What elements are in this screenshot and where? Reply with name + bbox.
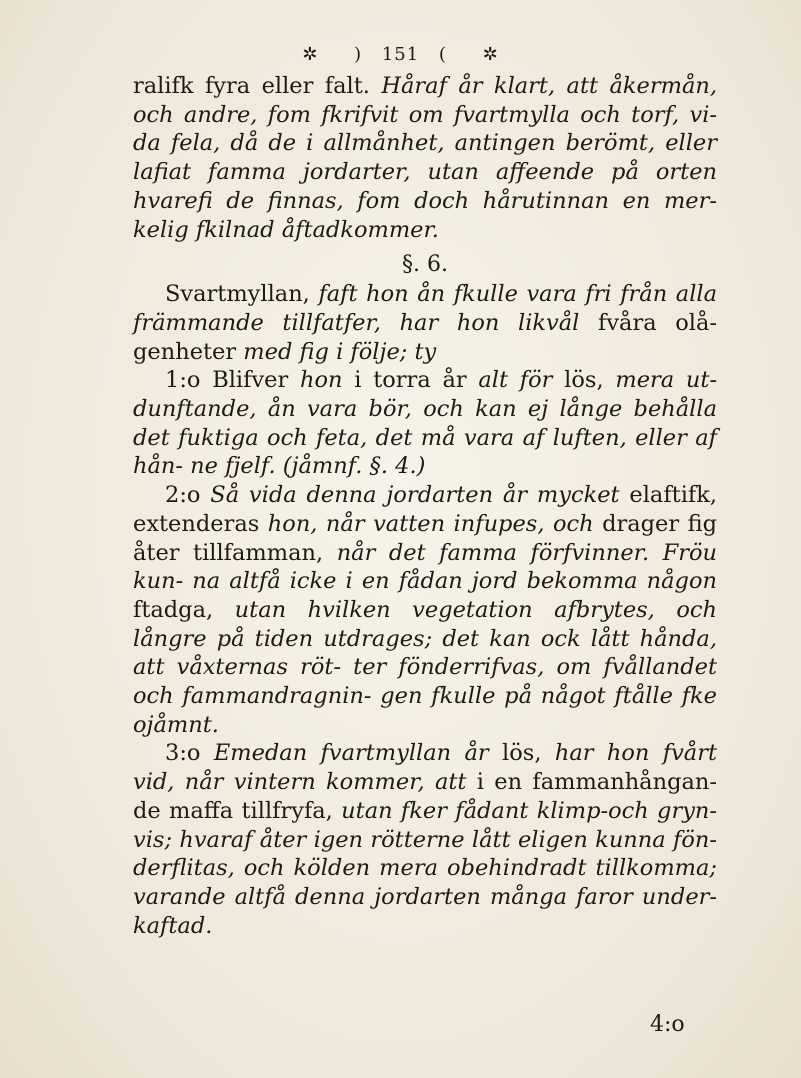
item1-part3: i torra år xyxy=(354,367,467,394)
page-number: 151 xyxy=(381,44,420,65)
item1-part2: hon xyxy=(300,367,343,394)
list-item-2 xyxy=(133,481,717,739)
item2-part1: Så vida denna jordarten år mycket xyxy=(210,482,620,509)
item3-part2: lös, xyxy=(502,740,542,767)
item3-part1: Emedan fvartmyllan år xyxy=(213,740,489,767)
paragraph1-part1: ralifk fyra eller falt. xyxy=(133,73,370,99)
ornament-right-icon: ✲ xyxy=(482,44,499,65)
paragraph-svartmyllan xyxy=(133,280,717,366)
paragraph-continuation xyxy=(133,72,717,244)
item2-part5: når det famma förfvinner. Fröu kun- na altfå icke i en fådan jord bekomma någon xyxy=(133,539,718,595)
item3-number: 3:o xyxy=(165,740,201,767)
item3-part3: har hon fvårt vid, når vintern kommer, att xyxy=(133,740,717,796)
item2-part6: ftadga, xyxy=(133,596,214,623)
item2-part2: elaftifk, extenderas xyxy=(133,482,718,537)
item1-part1: Blifver xyxy=(212,367,289,394)
item1-part5: lös, xyxy=(564,367,604,394)
item1-number: 1:o xyxy=(165,367,201,394)
list-item-3 xyxy=(133,739,717,940)
paragraph2-part2: faft hon ån fkulle vara fri från alla främmande tillfatfer, xyxy=(133,281,717,336)
item1-part6: mera ut- dunftande, ån vara bör, och kan ej långe behålla det fuktiga och feta, det må vara af luften, eller af hån- ne fjelf. (jåmnf. §. 4.) xyxy=(133,367,718,480)
page-header xyxy=(0,38,801,68)
item3-part4: i en fammanhångan- de maffa tillfryfa, xyxy=(133,769,718,824)
item1-part4: alt för xyxy=(478,367,553,394)
section-heading: §. 6. xyxy=(402,252,448,278)
paragraph2-part5: med fig i följe; ty xyxy=(243,338,437,365)
paragraph2-part1: Svartmyllan, xyxy=(165,281,310,308)
header-paren-right: ( xyxy=(438,44,447,65)
page-body xyxy=(133,72,717,940)
item2-number: 2:o xyxy=(165,482,201,509)
catchword: 4:o xyxy=(650,1012,685,1037)
item2-part3: hon, når vatten infupes, och xyxy=(267,510,594,537)
paragraph2-part4: fvåra olå- genheter xyxy=(133,309,718,365)
item2-part4: drager fig åter tillfamman, xyxy=(133,510,718,566)
header-paren-left: ) xyxy=(354,44,363,65)
item3-part5: utan fker fådant klimp-och gryn- vis; hvaraf åter igen rötterne lått eligen kunna fön- derflitas, och kölden mera obehindradt tillkomma; varande altfå denna jordarten många faror under- kaftad. xyxy=(133,797,717,939)
paragraph2-part3: har hon likvål xyxy=(399,309,580,336)
list-item-1 xyxy=(133,366,717,481)
paragraph1-part2: Håraf år klart, att åkermån, och andre, fom fkrifvit om fvartmylla och torf, vi- da fela, då de i allmånhet, antingen berömt, eller lafiat famma jordarter, utan affeende på orten hvarefi de finnas, fom doch hårutinnan en mer- kelig fkilnad åftadkommer. xyxy=(133,73,717,243)
ornament-left-icon: ✲ xyxy=(302,44,319,65)
item2-part7: utan hvilken vegetation afbrytes, och långre på tiden utdrages; det kan ock lått hånda, att våxternas röt- ter fönderrifvas, om fvållandet och fammandragnin- gen fkulle på något ftålle fke ojåmnt. xyxy=(133,596,717,738)
